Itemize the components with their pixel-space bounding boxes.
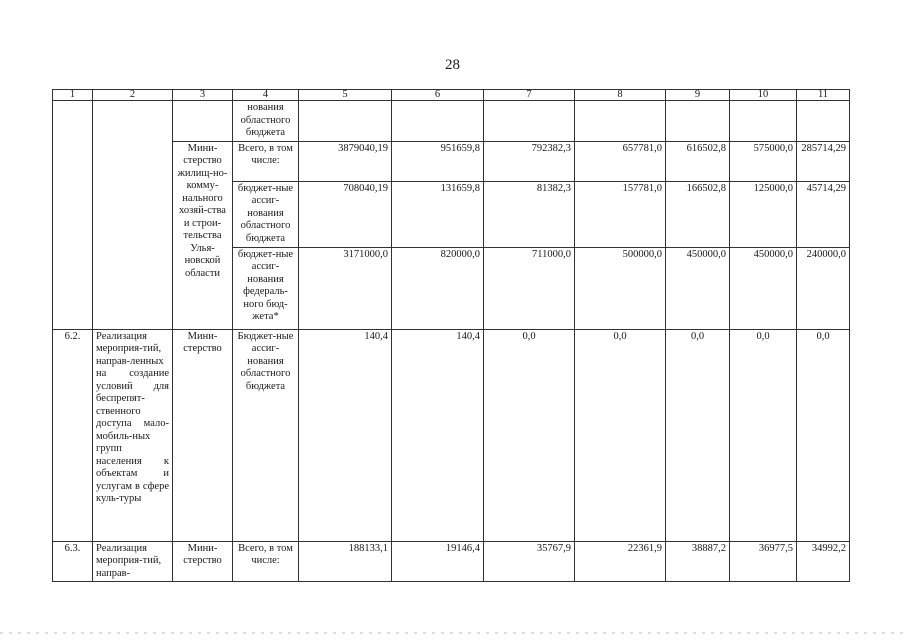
responsible-cell: Мини-стерство жилищ-но-комму-нального хозяй-ства и строи-тельства Улья-новской области [173,141,233,329]
value-cell: 34992,2 [797,541,850,582]
responsible-cell: Мини-стерство [173,541,233,582]
column-number: 2 [93,90,173,101]
value-cell: 450000,0 [730,247,797,329]
value-cell: 820000,0 [392,247,484,329]
value-cell: 35767,9 [484,541,575,582]
value-cell: 0,0 [575,329,666,541]
table-row [53,541,850,582]
column-number: 3 [173,90,233,101]
value-cell: 38887,2 [666,541,730,582]
value-cell: 616502,8 [666,141,730,181]
value-cell: 450000,0 [666,247,730,329]
value-cell: 140,4 [392,329,484,541]
column-number: 1 [53,90,93,101]
value-cell: 22361,9 [575,541,666,582]
column-number-row [53,90,850,101]
value-cell: 140,4 [299,329,392,541]
value-cell: 3171000,0 [299,247,392,329]
value-cell: 157781,0 [575,181,666,247]
value-cell: 500000,0 [575,247,666,329]
value-cell: 285714,29 [797,141,850,181]
value-cell: 792382,3 [484,141,575,181]
page-number: 28 [445,57,460,73]
value-cell: 0,0 [797,329,850,541]
funding-source-cell: Всего, в том числе: [233,541,299,582]
funding-source-cell: Всего, в том числе: [233,141,299,181]
column-number: 5 [299,90,392,101]
value-cell: 131659,8 [392,181,484,247]
value-cell: 0,0 [666,329,730,541]
activity-cell: Реализация мероприя-тий, направ-ленных на создание условий для беспрепят-ственного доступа мало-мобиль-ных групп населения к объектам и услугам в сфере куль-туры [93,329,173,541]
column-number: 11 [797,90,850,101]
column-number: 4 [233,90,299,101]
value-cell: 240000,0 [797,247,850,329]
value-cell: 951659,8 [392,141,484,181]
value-cell: 708040,19 [299,181,392,247]
value-cell: 0,0 [484,329,575,541]
table-row [53,329,850,541]
funding-source-cell: нования областного бюджета [233,101,299,142]
funding-source-cell: бюджет-ные ассиг-нования федераль-ного бюд-жета* [233,247,299,329]
scan-noise [0,632,905,634]
value-cell: 657781,0 [575,141,666,181]
item-number-cell: 6.3. [53,541,93,582]
responsible-cell: Мини-стерство [173,329,233,541]
column-number: 8 [575,90,666,101]
value-cell: 45714,29 [797,181,850,247]
table-row [53,101,850,142]
column-number: 10 [730,90,797,101]
value-cell: 81382,3 [484,181,575,247]
value-cell: 166502,8 [666,181,730,247]
budget-table [52,89,850,582]
value-cell: 575000,0 [730,141,797,181]
value-cell: 125000,0 [730,181,797,247]
item-number-cell: 6.2. [53,329,93,541]
value-cell: 19146,4 [392,541,484,582]
value-cell: 3879040,19 [299,141,392,181]
column-number: 9 [666,90,730,101]
column-number: 7 [484,90,575,101]
activity-cell: Реализация мероприя-тий, направ- [93,541,173,582]
column-number: 6 [392,90,484,101]
funding-source-cell: Бюджет-ные ассиг-нования областного бюджета [233,329,299,541]
value-cell: 0,0 [730,329,797,541]
value-cell: 36977,5 [730,541,797,582]
value-cell: 188133,1 [299,541,392,582]
table-row [53,141,850,181]
value-cell: 711000,0 [484,247,575,329]
funding-source-cell: бюджет-ные ассиг-нования областного бюджета [233,181,299,247]
